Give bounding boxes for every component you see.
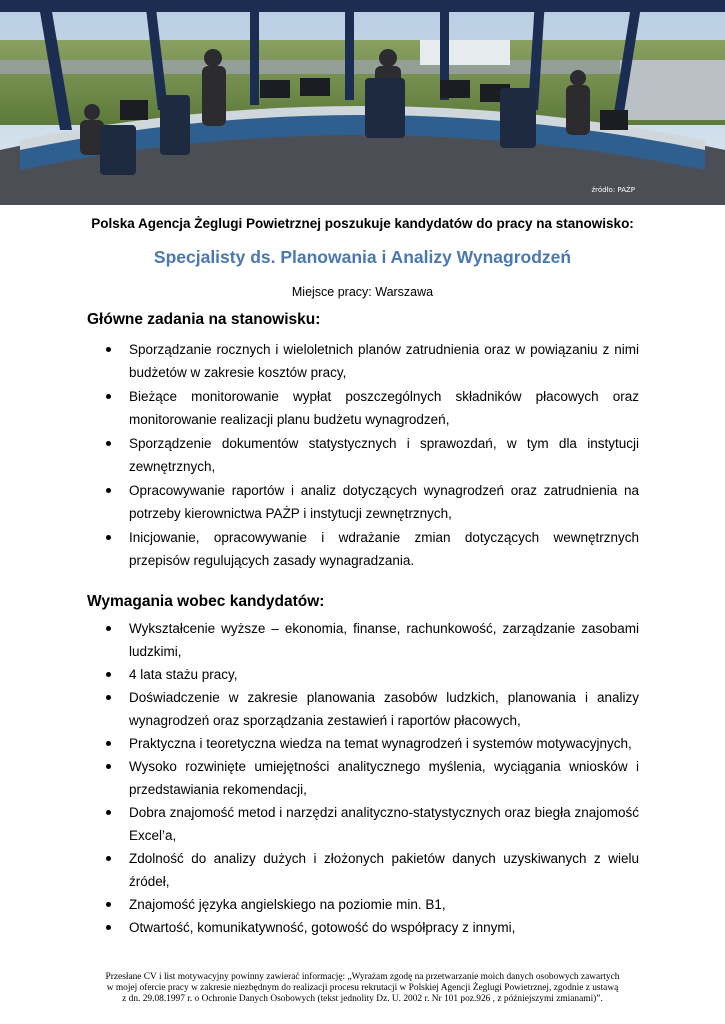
list-item (87, 755, 639, 801)
bullet-icon (106, 741, 111, 746)
bullet-icon (106, 441, 111, 446)
list-item (87, 847, 639, 893)
bullet-icon (106, 347, 111, 352)
runway (0, 60, 725, 74)
list-item (87, 663, 639, 686)
bullet-icon (106, 902, 111, 907)
requirement-text: Znajomość języka angielskiego na poziomie min. B1, (129, 897, 446, 912)
list-item (87, 893, 639, 916)
bullet-icon (106, 810, 111, 815)
requirement-text: Doświadczenie w zakresie planowania zasobów ludzkich, planowania i analizy wynagrodzeń oraz sporządzania zestawień i raportów płacowych, (129, 690, 639, 728)
control-tower-illustration (0, 0, 725, 205)
bullet-icon (106, 764, 111, 769)
terminal-building (620, 60, 725, 120)
requirements-heading: Wymagania wobec kandydatów: (87, 593, 325, 610)
bullet-icon (106, 672, 111, 677)
requirement-text: Dobra znajomość metod i narzędzi analityczno-statystycznych oraz biegła znajomość Excel’a, (129, 805, 639, 843)
requirement-text: 4 lata stażu pracy, (129, 667, 238, 682)
list-item (87, 916, 639, 939)
task-text: Inicjowanie, opracowywanie i wdrażanie zmian dotyczących wewnętrznych przepisów regulujących zasady wynagradzania. (129, 530, 639, 568)
hangar (420, 40, 510, 65)
requirement-text: Zdolność do analizy dużych i złożonych pakietów danych uzyskiwanych z wielu źródeł, (129, 851, 639, 889)
footer-line: w mojej ofercie pracy w zakresie niezbędnym do realizacji procesu rekrutacji w Polskiej Agencji Żeglugi Powietrznej, zgodnie z ustawą (106, 983, 619, 993)
bullet-icon (106, 695, 111, 700)
task-text: Sporządzanie rocznych i wieloletnich planów zatrudnienia oraz w powiązaniu z nimi budżetów w zakresie kosztów pracy, (129, 342, 639, 380)
ceiling-frame (0, 0, 725, 12)
task-text: Opracowywanie raportów i analiz dotyczących wynagrodzeń oraz zatrudnienia na potrzeby kierownictwa PAŻP i instytucji zewnętrznych, (129, 483, 639, 521)
list-item (87, 338, 639, 384)
requirement-text: Wykształcenie wyższe – ekonomia, finanse, rachunkowość, zarządzanie zasobami ludzkimi, (129, 621, 639, 659)
bullet-icon (106, 626, 111, 631)
list-item (87, 385, 639, 431)
tasks-list (87, 338, 639, 573)
intro-text: Polska Agencja Żeglugi Powietrznej poszukuje kandydatów do pracy na stanowisko: (91, 216, 634, 231)
footer-line: Przesłane CV i list motywacyjny powinny zawierać informację: „Wyrażam zgodę na przetwarzanie moich danych osobowych zawartych (105, 972, 620, 982)
work-location: Miejsce pracy: Warszawa (291, 285, 434, 299)
requirement-text: Praktyczna i teoretyczna wiedza na temat wynagrodzeń i systemów motywacyjnych, (129, 736, 632, 751)
gdpr-consent-footer (60, 972, 665, 1005)
list-item (87, 432, 639, 478)
list-item (87, 479, 639, 525)
task-text: Sporządzenie dokumentów statystycznych i sprawozdań, w tym dla instytucji zewnętrznych, (129, 436, 639, 474)
photo-credit: źródło: PAŻP (591, 186, 635, 194)
control-tower-photo (0, 0, 725, 205)
tasks-heading: Główne zadania na stanowisku: (87, 311, 321, 328)
bullet-icon (106, 535, 111, 540)
bullet-icon (106, 394, 111, 399)
list-item (87, 617, 639, 663)
requirements-list (87, 617, 639, 939)
list-item (87, 526, 639, 572)
bullet-icon (106, 488, 111, 493)
footer-line: z dn. 29.08.1997 r. o Ochronie Danych Osobowych (tekst jednolity Dz. U. 2002 r. Nr 101 poz.926 , z późniejszymi zmianami)”. (122, 994, 603, 1004)
list-item (87, 801, 639, 847)
list-item (87, 732, 639, 755)
list-item (87, 686, 639, 732)
requirement-text: Wysoko rozwinięte umiejętności analitycznego myślenia, wyciągania wniosków i przedstawiania rekomendacji, (129, 759, 639, 797)
task-text: Bieżące monitorowanie wypłat poszczególnych składników płacowych oraz monitorowanie realizacji planu budżetu wynagrodzeń, (129, 389, 639, 427)
job-title: Specjalisty ds. Planowania i Analizy Wynagrodzeń (153, 247, 572, 267)
bullet-icon (106, 925, 111, 930)
requirement-text: Otwartość, komunikatywność, gotowość do współpracy z innymi, (129, 920, 516, 935)
bullet-icon (106, 856, 111, 861)
